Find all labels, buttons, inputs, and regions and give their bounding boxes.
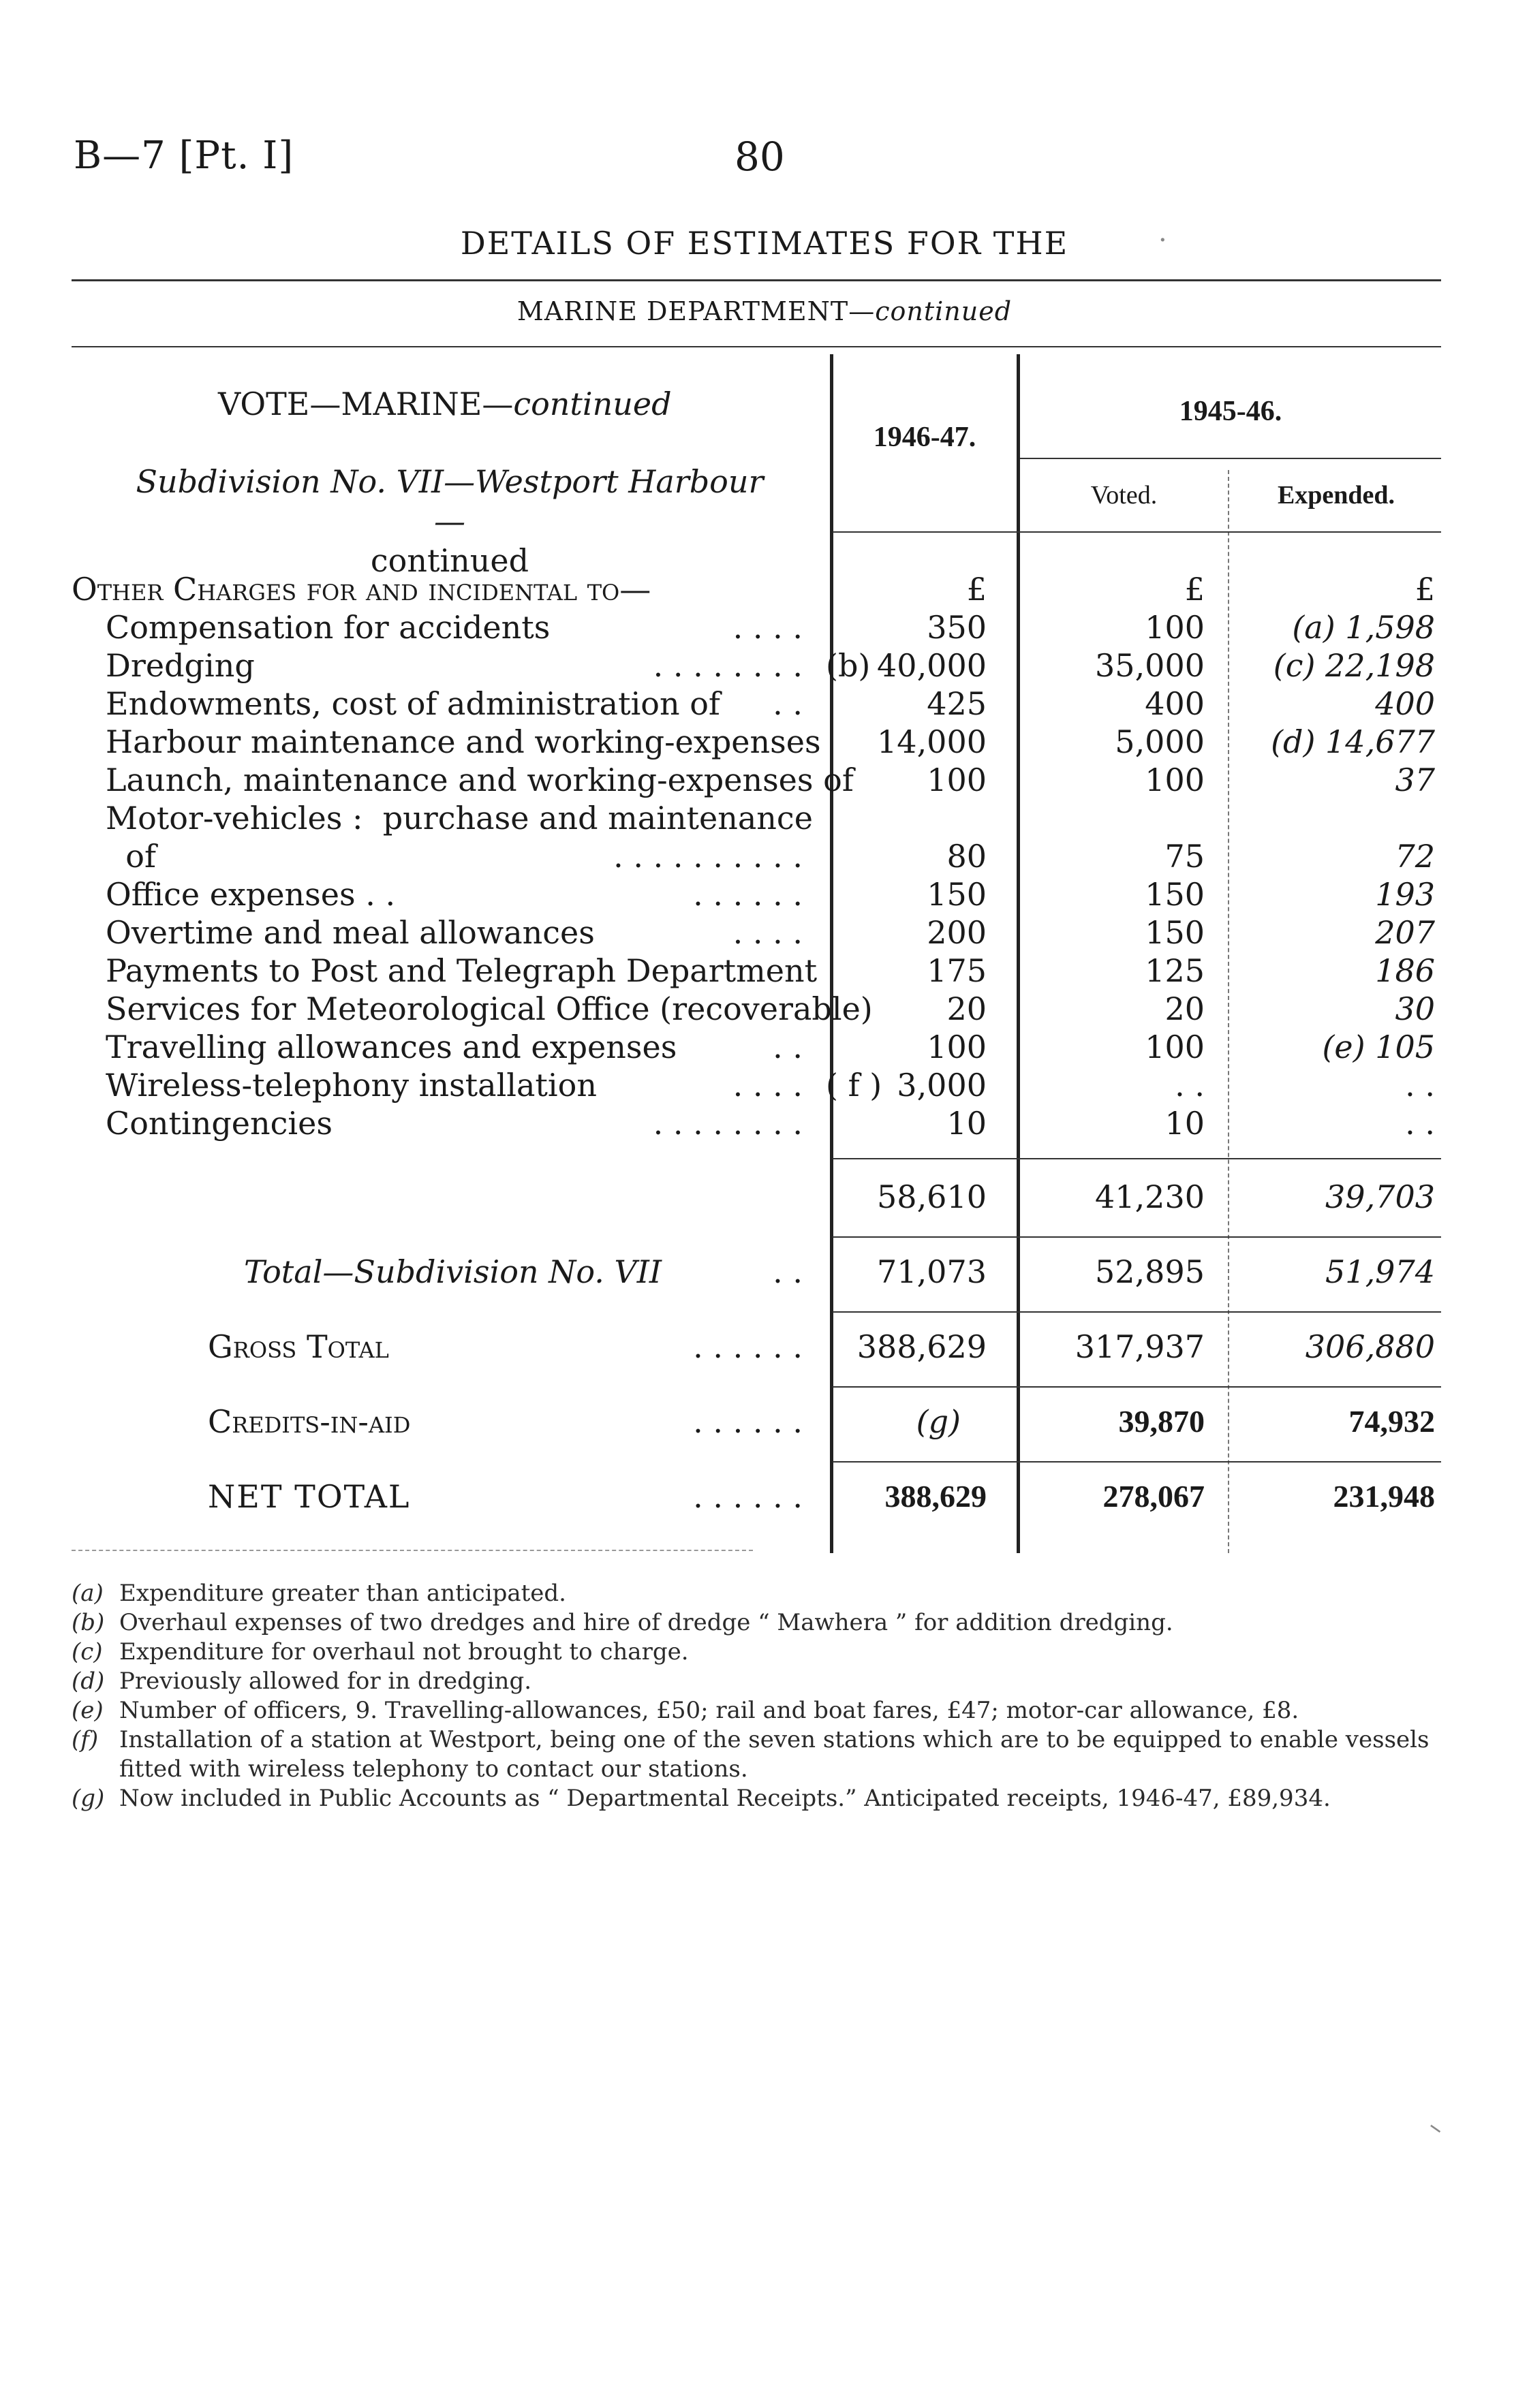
value-expended: (a) 1,598 — [1292, 609, 1435, 646]
footnote-key: (c) — [72, 1638, 103, 1666]
currency-symbol: £ — [1415, 571, 1435, 608]
value-voted: 150 — [1145, 914, 1205, 951]
row-label: Dredging — [106, 647, 255, 684]
value-1946-47: 200 — [927, 914, 987, 951]
column-header-1946-47: 1946-47. — [873, 422, 976, 453]
value-1946-47: 3,000 — [897, 1067, 987, 1104]
value-expended: (d) 14,677 — [1271, 723, 1435, 760]
value-1946-47: 80 — [946, 838, 987, 875]
footnote-text: Expenditure greater than anticipated. — [119, 1580, 566, 1607]
table-row — [0, 1029, 1529, 1067]
table-row — [0, 1105, 1529, 1143]
value-expended: (e) 105 — [1322, 1029, 1435, 1065]
vote-continued: continued — [513, 386, 672, 422]
header-bottom-rule — [833, 531, 1441, 533]
department-continued: continued — [875, 296, 1013, 326]
column-header-expended: Expended. — [1277, 481, 1395, 510]
value-1946-47: 100 — [927, 1029, 987, 1065]
subtotal-1946-47: 58,610 — [877, 1178, 987, 1215]
value-expended: 193 — [1375, 876, 1435, 913]
scan-mark: – — [1421, 2110, 1451, 2144]
row-label: Wireless-telephony installation — [106, 1067, 597, 1104]
value-1946-47: 175 — [927, 952, 987, 989]
footnote-ref: (b) — [826, 647, 871, 684]
net-rule — [833, 1461, 1441, 1463]
value-voted: 100 — [1145, 609, 1205, 646]
leader-dots: . . . . . . — [693, 1403, 803, 1440]
footnote-text: Overhaul expenses of two dredges and hire of dredge “ Mawhera ” for addition dredging. — [119, 1609, 1173, 1636]
value-1946-47: 10 — [946, 1105, 987, 1142]
column-header-voted: Voted. — [1090, 481, 1158, 510]
footnote-text: Installation of a station at Westport, being one of the seven stations which are to be equipped to enable vessels fitted with wireless telephony to contact our stations. — [119, 1726, 1430, 1783]
table-row — [0, 800, 1529, 838]
value-1946-47: 150 — [927, 876, 987, 913]
document-reference: B—7 [Pt. I] — [74, 134, 294, 178]
leader-dots: . . . . — [732, 609, 803, 646]
row-label: Travelling allowances and expenses — [106, 1029, 677, 1065]
row-label: Compensation for accidents — [106, 609, 551, 646]
value-1946-47: 350 — [927, 609, 987, 646]
leader-dots: . . . . . . — [693, 1478, 803, 1515]
leader-dots: . . . . . . — [693, 876, 803, 913]
value-voted: 150 — [1145, 876, 1205, 913]
value-expended: 37 — [1395, 762, 1435, 798]
value-1946-47: 100 — [927, 762, 987, 798]
table-row — [0, 876, 1529, 914]
footnote-key: (b) — [72, 1609, 105, 1636]
leader-dots: . . . . . . — [693, 1328, 803, 1365]
currency-symbol: £ — [966, 571, 987, 608]
total-voted: 52,895 — [1095, 1253, 1205, 1290]
value-expended: 30 — [1395, 990, 1435, 1027]
year-group-rule — [1020, 458, 1441, 459]
table-row — [0, 1067, 1529, 1105]
table-row — [0, 647, 1529, 685]
footnote-key: (f) — [72, 1726, 99, 1753]
table-row — [0, 952, 1529, 990]
page-title: DETAILS OF ESTIMATES FOR THE — [460, 225, 1069, 262]
leader-dots: . . — [773, 685, 803, 722]
footnote-key: (d) — [72, 1668, 105, 1695]
gross-expended: 306,880 — [1305, 1328, 1435, 1365]
footnote-key: (e) — [72, 1697, 104, 1724]
leader-dots: . . — [773, 1253, 803, 1290]
column-header-1945-46: 1945-46. — [1179, 396, 1282, 427]
footnote-text: Now included in Public Accounts as “ Departmental Receipts.” Anticipated receipts, 1946-47, £89,934. — [119, 1785, 1331, 1812]
gross-rule — [833, 1311, 1441, 1313]
bottom-rule — [72, 1550, 753, 1551]
footnote-text: Expenditure for overhaul not brought to charge. — [119, 1638, 689, 1666]
gross-total-label: Gross Total — [208, 1328, 389, 1365]
row-label: Motor-vehicles : purchase and maintenance — [106, 800, 813, 836]
footnote-key: (g) — [72, 1785, 105, 1812]
leader-dots: . . . . — [732, 914, 803, 951]
department-name: MARINE DEPARTMENT— — [516, 296, 876, 326]
footnote-text: Previously allowed for in dredging. — [119, 1668, 532, 1695]
table-row — [0, 723, 1529, 762]
row-label: Office expenses . . — [106, 876, 396, 913]
value-voted: 10 — [1164, 1105, 1205, 1142]
value-expended: (c) 22,198 — [1273, 647, 1435, 684]
gross-voted: 317,937 — [1075, 1328, 1205, 1365]
row-label: Contingencies — [106, 1105, 333, 1142]
scan-mark: · — [1158, 225, 1167, 256]
value-voted: 100 — [1145, 762, 1205, 798]
department-heading — [0, 296, 1529, 326]
credits-voted: 39,870 — [1118, 1404, 1205, 1439]
credits-expended: 74,932 — [1348, 1404, 1435, 1439]
value-voted: 75 — [1164, 838, 1205, 875]
credits-row — [0, 1403, 1529, 1441]
subtotal-row — [0, 1178, 1529, 1217]
footnote — [72, 1638, 1441, 1667]
title-rule — [72, 279, 1441, 281]
value-voted: . . — [1175, 1067, 1205, 1104]
table-row — [0, 609, 1529, 647]
row-label: Harbour maintenance and working-expenses — [106, 723, 821, 760]
row-label: Endowments, cost of administration of — [106, 685, 720, 722]
credits-rule — [833, 1386, 1441, 1388]
credits-label: Credits-in-aid — [208, 1403, 411, 1440]
leader-dots: . . . . — [732, 1067, 803, 1104]
value-voted: 35,000 — [1095, 647, 1205, 684]
value-voted: 100 — [1145, 1029, 1205, 1065]
value-1946-47: 20 — [946, 990, 987, 1027]
footnote — [72, 1696, 1441, 1725]
table-row — [0, 838, 1529, 876]
value-expended: . . — [1405, 1105, 1435, 1142]
value-expended: 400 — [1375, 685, 1435, 722]
page-number: 80 — [735, 134, 785, 180]
leader-dots: . . . . . . . . — [653, 647, 803, 684]
footnote-ref: ( f ) — [826, 1067, 882, 1104]
leader-dots: . . — [773, 1029, 803, 1065]
subdivision-total-label: Total—Subdivision No. VII — [244, 1253, 662, 1290]
subdivision-title: Subdivision No. VII—Westport Harbour— — [136, 463, 764, 540]
row-label: Payments to Post and Telegraph Department — [106, 952, 818, 989]
table-row — [0, 990, 1529, 1029]
gross-1946-47: 388,629 — [856, 1328, 987, 1365]
footnotes — [72, 1579, 1441, 1813]
subtotal-rule — [833, 1158, 1441, 1159]
total-1946-47: 71,073 — [877, 1253, 987, 1290]
value-voted: 125 — [1145, 952, 1205, 989]
subdivision-total-row — [0, 1253, 1529, 1292]
subdivision-heading — [123, 462, 777, 580]
table-row — [0, 914, 1529, 952]
other-charges-heading: Other Charges for and incidental to— — [72, 571, 651, 608]
net-1946-47: 388,629 — [884, 1479, 987, 1514]
gross-total-row — [0, 1328, 1529, 1366]
value-expended: 72 — [1395, 838, 1435, 875]
footnote — [72, 1667, 1441, 1696]
table-row — [0, 685, 1529, 723]
table-row — [0, 762, 1529, 800]
leader-dots: . . . . . . . . — [653, 1105, 803, 1142]
value-1946-47: 14,000 — [877, 723, 987, 760]
net-expended: 231,948 — [1333, 1479, 1435, 1514]
net-total-row — [0, 1478, 1529, 1516]
value-voted: 400 — [1145, 685, 1205, 722]
value-1946-47: 40,000 — [877, 647, 987, 684]
footnote — [72, 1608, 1441, 1638]
subdivision-continued: continued — [370, 542, 529, 579]
currency-symbol: £ — [1184, 571, 1205, 608]
vote-heading — [218, 386, 672, 422]
footnote-key: (a) — [72, 1580, 104, 1607]
department-rule — [72, 346, 1441, 347]
currency-row — [0, 571, 1529, 609]
value-voted: 5,000 — [1115, 723, 1205, 760]
leader-dots: . . . . . . . . . . — [613, 838, 803, 875]
footnote — [72, 1784, 1441, 1813]
row-label: of — [106, 838, 156, 875]
row-label: Overtime and meal allowances — [106, 914, 595, 951]
net-total-label: NET TOTAL — [208, 1478, 411, 1515]
value-expended: 207 — [1375, 914, 1435, 951]
row-label: Services for Meteorological Office (recoverable) — [106, 990, 873, 1027]
vote-name: VOTE—MARINE— — [218, 386, 514, 422]
value-1946-47: 425 — [927, 685, 987, 722]
value-expended: . . — [1405, 1067, 1435, 1104]
net-voted: 278,067 — [1102, 1479, 1205, 1514]
footnote-text: Number of officers, 9. Travelling-allowances, £50; rail and boat fares, £47; motor-car allowance, £8. — [119, 1697, 1299, 1724]
value-expended: 186 — [1375, 952, 1435, 989]
total-rule — [833, 1236, 1441, 1238]
footnote — [72, 1725, 1441, 1784]
credits-1946-47: (g) — [916, 1403, 961, 1440]
subtotal-expended: 39,703 — [1325, 1178, 1435, 1215]
row-label: Launch, maintenance and working-expenses of — [106, 762, 854, 798]
subtotal-voted: 41,230 — [1095, 1178, 1205, 1215]
footnote — [72, 1579, 1441, 1608]
total-expended: 51,974 — [1325, 1253, 1435, 1290]
value-voted: 20 — [1164, 990, 1205, 1027]
